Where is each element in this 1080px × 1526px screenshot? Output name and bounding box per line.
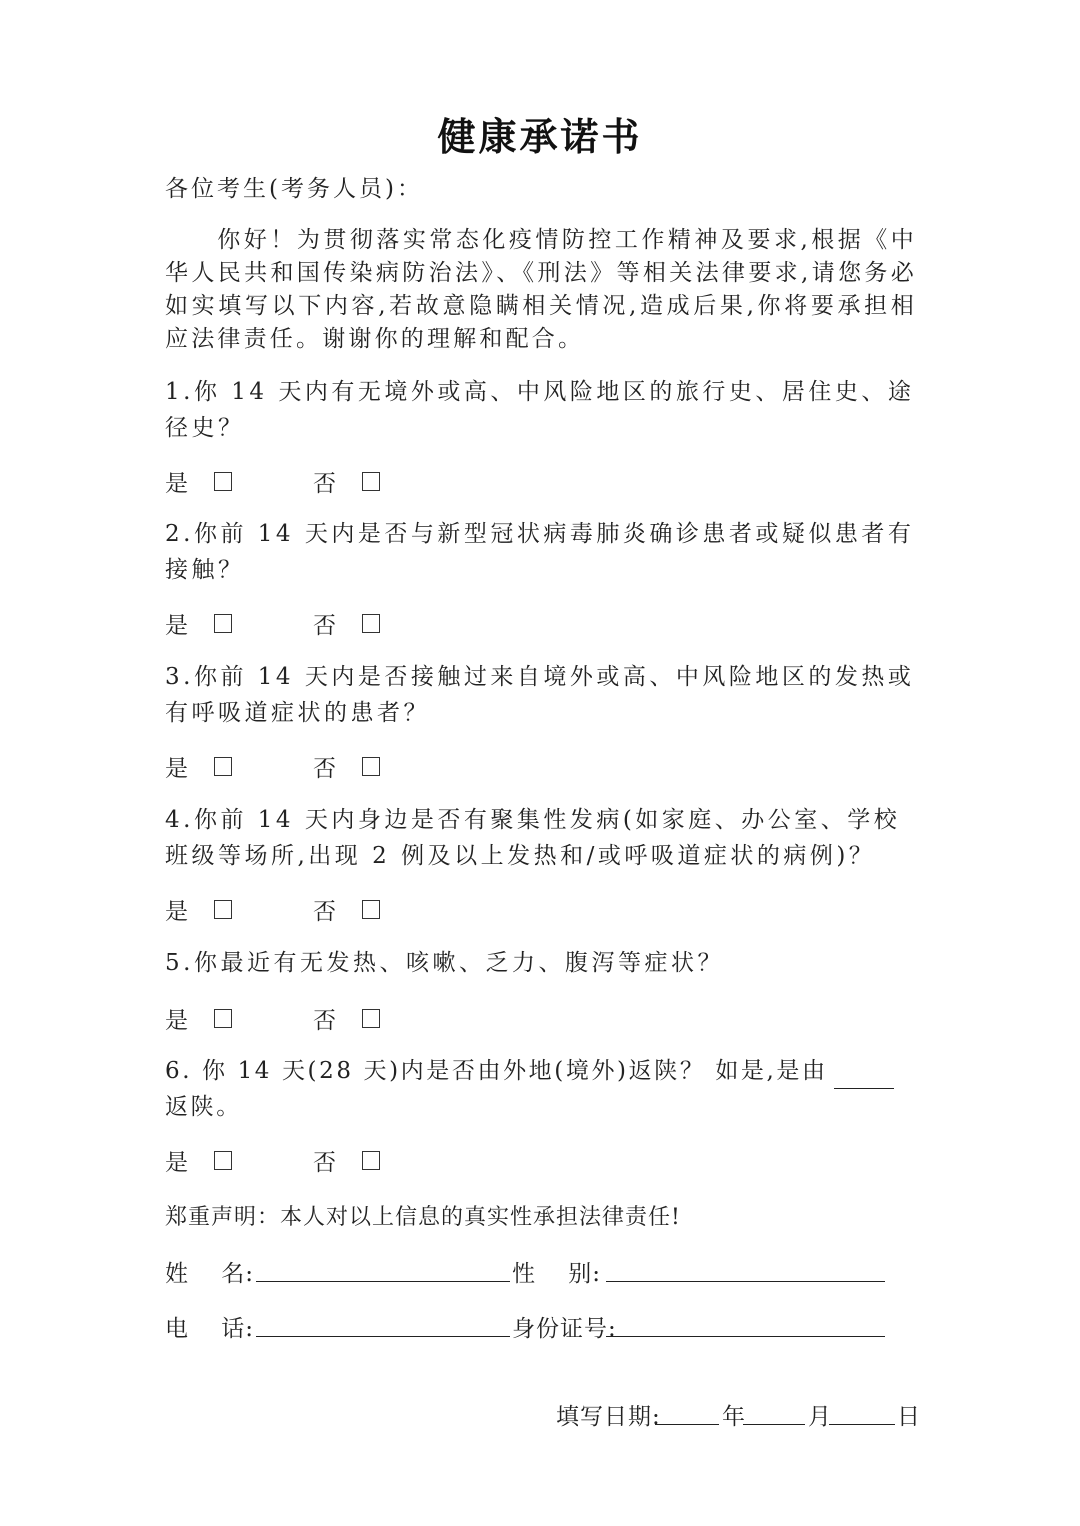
year-label: 年 [722,1404,746,1430]
question-6-text-after: 返陕。 [165,1094,242,1120]
option-no [313,1002,380,1035]
option-yes [165,893,232,926]
declaration: 郑重声明：本人对以上信息的真实性承担法律责任! [165,1205,681,1230]
option-no [313,607,380,640]
phone-field [165,1310,254,1343]
option-no [313,893,380,926]
option-no [313,465,380,498]
yes-checkbox[interactable] [214,900,232,919]
option-yes-label: 是 [165,613,188,639]
salutation: 各位考生(考务人员)： [165,176,423,202]
option-yes [165,1002,232,1035]
day-label: 日 [897,1404,921,1430]
yes-checkbox[interactable] [214,757,232,776]
month-label: 月 [808,1404,832,1430]
option-no-label: 否 [313,899,336,925]
question-2: 2.你前 14 天内是否与新型冠状病毒肺炎确诊患者或疑似患者有接触？ [165,521,915,583]
document-title: 健康承诺书 [437,115,643,159]
gender-label: 性 别: [512,1261,602,1287]
option-no-label: 否 [313,613,336,639]
intro-text: 你好！为贯彻落实常态化疫情防控工作精神及要求,根据《中华人民共和国传染病防治法》、《刑法》等相关法律要求,请您务必如实填写以下内容,若故意隐瞒相关情况,造成后果,你将要承担相应法律责任。谢谢你的理解和配合。 [165,227,917,352]
option-yes-label: 是 [165,1008,188,1034]
option-no-label: 否 [313,1008,336,1034]
yes-checkbox[interactable] [214,614,232,633]
option-no-label: 否 [313,756,336,782]
date-label: 填写日期: [556,1404,661,1430]
gender-input[interactable] [606,1255,885,1282]
question-5: 5.你最近有无发热、咳嗽、乏力、腹泻等症状？ [165,950,724,976]
yes-checkbox[interactable] [214,1151,232,1170]
option-no-label: 否 [313,471,336,497]
option-yes-label: 是 [165,1150,188,1176]
option-no [313,750,380,783]
option-yes-label: 是 [165,756,188,782]
gender-field [512,1255,601,1288]
no-checkbox[interactable] [362,1009,380,1028]
no-checkbox[interactable] [362,757,380,776]
option-yes [165,607,232,640]
question-4: 4.你前 14 天内身边是否有聚集性发病(如家庭、办公室、学校班级等场所,出现 2 例及以上发热和/或呼吸道症状的病例)？ [165,807,901,869]
name-field [165,1255,254,1288]
no-checkbox[interactable] [362,900,380,919]
question-1: 1.你 14 天内有无境外或高、中风险地区的旅行史、居住史、途径史？ [165,379,915,441]
phone-input[interactable] [256,1310,510,1337]
option-yes-label: 是 [165,471,188,497]
id-number-input[interactable] [606,1310,885,1337]
intro-paragraph [165,224,917,356]
id-number-label: 身份证号: [512,1316,617,1342]
day-input[interactable] [829,1398,895,1425]
question-6-text-before: 6. 你 14 天(28 天)内是否由外地(境外)返陕？ 如是,是由 [165,1058,828,1084]
option-no [313,1144,380,1177]
option-no-label: 否 [313,1150,336,1176]
option-yes [165,750,232,783]
no-checkbox[interactable] [362,472,380,491]
option-yes [165,1144,232,1177]
name-label: 姓 名: [165,1261,255,1287]
no-checkbox[interactable] [362,614,380,633]
question-3: 3.你前 14 天内是否接触过来自境外或高、中风险地区的发热或有呼吸道症状的患者？ [165,664,915,726]
name-input[interactable] [256,1255,510,1282]
no-checkbox[interactable] [362,1151,380,1170]
id-number-field [512,1310,617,1343]
year-input[interactable] [655,1398,719,1425]
origin-blank[interactable] [834,1064,894,1089]
option-yes-label: 是 [165,899,188,925]
question-6 [165,1053,917,1125]
yes-checkbox[interactable] [214,1009,232,1028]
phone-label: 电 话: [165,1316,255,1342]
option-yes [165,465,232,498]
month-input[interactable] [743,1398,805,1425]
yes-checkbox[interactable] [214,472,232,491]
